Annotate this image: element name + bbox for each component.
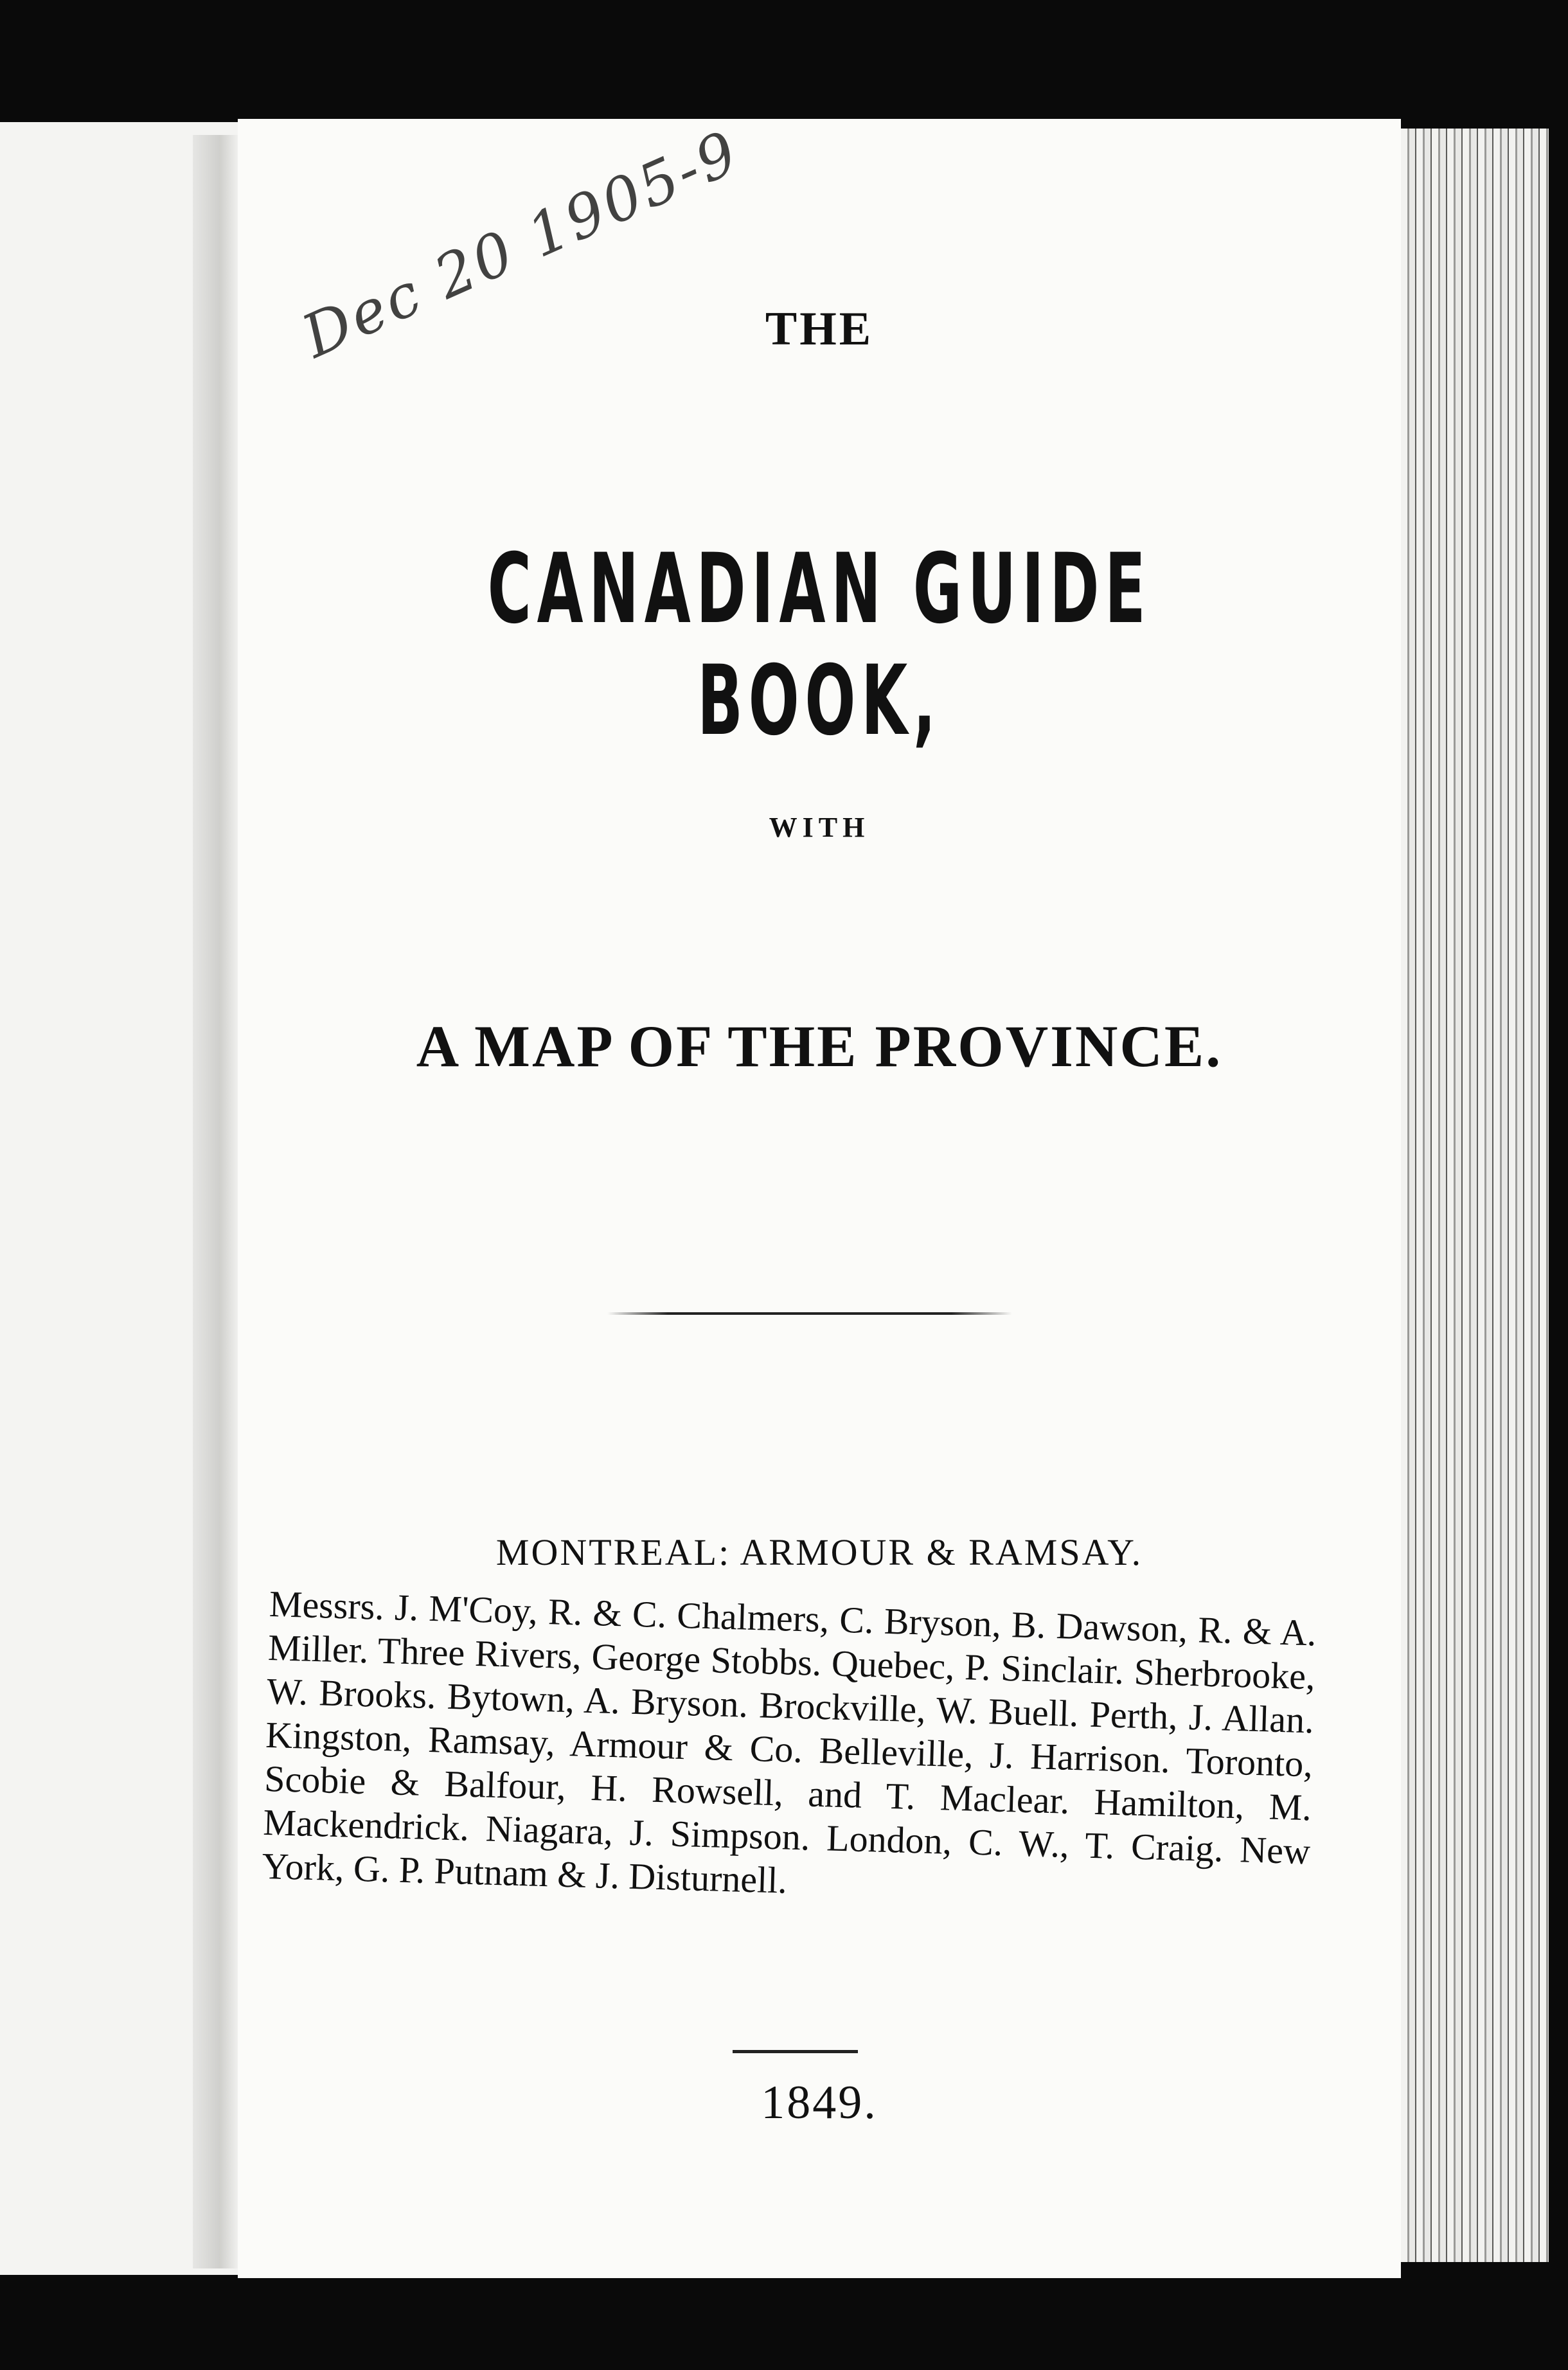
publisher-imprint: MONTREAL: ARMOUR & RAMSAY. [495,1531,1143,1573]
subtitle: A MAP OF THE PROVINCE. [416,1013,1223,1079]
publication-year: 1849. [761,2076,878,2129]
agents-list: Messrs. J. M'Coy, R. & C. Chalmers, C. Bryson, B. Dawson, R. & A. Miller. Three Rivers, George Stobbs. Quebec, P. Sinclair. Sherbrooke, W. Brooks. Bytown, A. Bryson. Brockville, W. Buell. Perth, J. Allan. Kingston, Ramsay, Armour & Co. Belleville, J. Harrison. Toronto, Scobie & Balfour, H. Rowsell, and T. Maclear. Hamilton, M. Mackendrick. Niagara, J. Simpson. London, C. W., T. Craig. New York, G. P. Putnam & J. Disturnell. [261,1582,1317,1902]
handwritten-note: Dec 20 1905-9 [292,117,750,371]
title-page [238,119,1401,2278]
page-edges [1401,129,1549,2262]
main-title: CANADIAN GUIDE BOOK, [487,533,1152,757]
book-gutter [193,135,238,2268]
year-rule [733,2050,858,2053]
divider-rule [607,1312,1012,1315]
title-with: WITH [769,812,870,843]
title-the: THE [765,303,874,355]
